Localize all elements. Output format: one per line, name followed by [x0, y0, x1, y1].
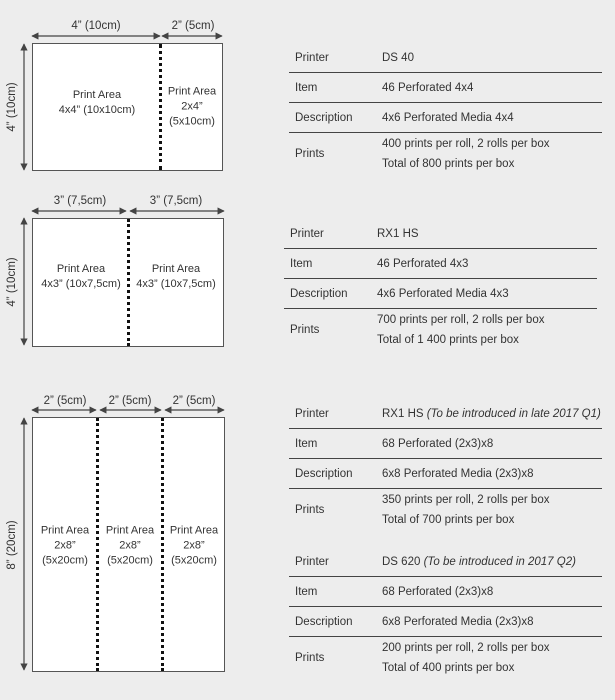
print-area-right [168, 85, 216, 130]
row-value: 400 prints per roll, 2 rolls per box [382, 138, 550, 150]
row-value: 46 Perforated 4x4 [382, 82, 474, 94]
dimension-width-right: 3” (7,5cm) [149, 195, 203, 207]
spec-table-rx1hs-2x8 [289, 400, 602, 530]
row-label: Description [295, 616, 353, 628]
table-row-prints [289, 134, 602, 174]
row-value: 68 Perforated (2x3)x8 [382, 438, 494, 450]
row-value: 4x6 Perforated Media 4x3 [377, 288, 509, 300]
spec-table-rx1hs [284, 220, 597, 350]
print-area-size: 2x8” [54, 539, 76, 552]
print-area-size-metric: (5x20cm) [171, 554, 217, 567]
print-area-size: 4x4” (10x10cm) [58, 104, 136, 116]
table-row-printer [289, 548, 602, 577]
row-value: 6x8 Perforated Media (2x3)x8 [382, 468, 534, 480]
dimension-width-right: 2” (5cm) [171, 20, 215, 32]
table-row-item [289, 578, 602, 607]
table-row-description [284, 280, 597, 309]
table-row-prints [289, 638, 602, 678]
table-row-description [289, 460, 602, 489]
print-area-size-metric: (5x20cm) [107, 554, 153, 567]
print-area-size-metric: (5x10cm) [169, 115, 215, 128]
row-label: Printer [295, 556, 329, 568]
row-label: Description [295, 468, 353, 480]
row-value: 6x8 Perforated Media (2x3)x8 [382, 616, 534, 628]
dimension-width-left: 4” (10cm) [71, 20, 121, 32]
row-label: Prints [295, 148, 325, 160]
row-value-total: Total of 800 prints per box [382, 158, 515, 170]
print-area-title: Print Area [169, 524, 219, 537]
dimension-height: 8” (20cm) [6, 520, 18, 570]
row-label: Item [295, 586, 318, 598]
row-value: 200 prints per roll, 2 rolls per box [382, 642, 550, 654]
print-area-size: 4x3” (10x7,5cm) [136, 278, 216, 290]
row-label: Printer [295, 52, 329, 64]
print-area-title: Print Area [151, 263, 201, 275]
dimension-width-left: 3” (7,5cm) [53, 195, 107, 207]
table-row-item [284, 250, 597, 279]
table-row-description [289, 608, 602, 637]
row-label: Prints [295, 504, 325, 516]
row-value-total: Total of 700 prints per box [382, 514, 515, 526]
print-area-title: Print Area [105, 524, 155, 537]
table-row-prints [284, 310, 597, 350]
print-area-title: Print Area [56, 263, 106, 275]
print-area-1 [41, 524, 89, 569]
dimension-width-1: 2” (5cm) [43, 395, 87, 407]
print-area-2 [106, 524, 154, 569]
table-row-printer [289, 44, 602, 73]
dimension-height: 4” (10cm) [6, 82, 18, 132]
print-area-title: Print Area [40, 524, 90, 537]
print-area-size: 4x3” (10x7,5cm) [41, 278, 121, 290]
row-value: 700 prints per roll, 2 rolls per box [377, 314, 545, 326]
row-label: Item [290, 258, 313, 270]
row-value: 4x6 Perforated Media 4x4 [382, 112, 514, 124]
row-label: Prints [295, 652, 325, 664]
row-value-total: Total of 400 prints per box [382, 662, 515, 674]
row-value-total: Total of 1 400 prints per box [377, 334, 519, 346]
dimension-height: 4” (10cm) [6, 257, 18, 307]
dimension-width-2: 2” (5cm) [108, 395, 152, 407]
print-area-3 [170, 524, 218, 569]
perforation-line [127, 219, 130, 346]
row-label: Prints [290, 324, 320, 336]
table-row-prints [289, 490, 602, 530]
table-row-item [289, 430, 602, 459]
print-area-left [59, 88, 135, 118]
table-row-printer [284, 220, 597, 249]
print-area-size: 2x8” [119, 539, 141, 552]
row-note: (To be introduced in late 2017 Q1) [426, 408, 601, 420]
table-row-printer [289, 400, 602, 429]
row-label: Item [295, 82, 318, 94]
row-label: Description [295, 112, 353, 124]
row-value: DS 40 [382, 52, 414, 64]
dimension-width-3: 2” (5cm) [172, 395, 216, 407]
row-value: DS 620 [382, 556, 421, 568]
row-label: Item [295, 438, 318, 450]
print-area-title: Print Area [167, 85, 217, 98]
spec-table-ds620 [289, 548, 602, 678]
row-value: RX1 HS [377, 228, 419, 240]
row-label: Printer [295, 408, 329, 420]
spec-table-ds40 [289, 44, 602, 174]
row-value: RX1 HS [382, 408, 424, 420]
row-label: Printer [290, 228, 324, 240]
table-row-description [289, 104, 602, 133]
perforation-line [96, 418, 99, 671]
print-area-size: 2x8” [183, 539, 205, 552]
row-value: 350 prints per roll, 2 rolls per box [382, 494, 550, 506]
print-area-size: 2x4” [181, 100, 203, 113]
print-area-right [136, 262, 215, 292]
row-label: Description [290, 288, 348, 300]
print-area-left [41, 262, 120, 292]
row-note: (To be introduced in 2017 Q2) [423, 556, 576, 568]
row-value: 68 Perforated (2x3)x8 [382, 586, 494, 598]
perforation-line [159, 44, 162, 170]
table-row-item [289, 74, 602, 103]
perforation-line [161, 418, 164, 671]
print-area-title: Print Area [72, 89, 122, 101]
row-value: 46 Perforated 4x3 [377, 258, 469, 270]
print-area-size-metric: (5x20cm) [42, 554, 88, 567]
